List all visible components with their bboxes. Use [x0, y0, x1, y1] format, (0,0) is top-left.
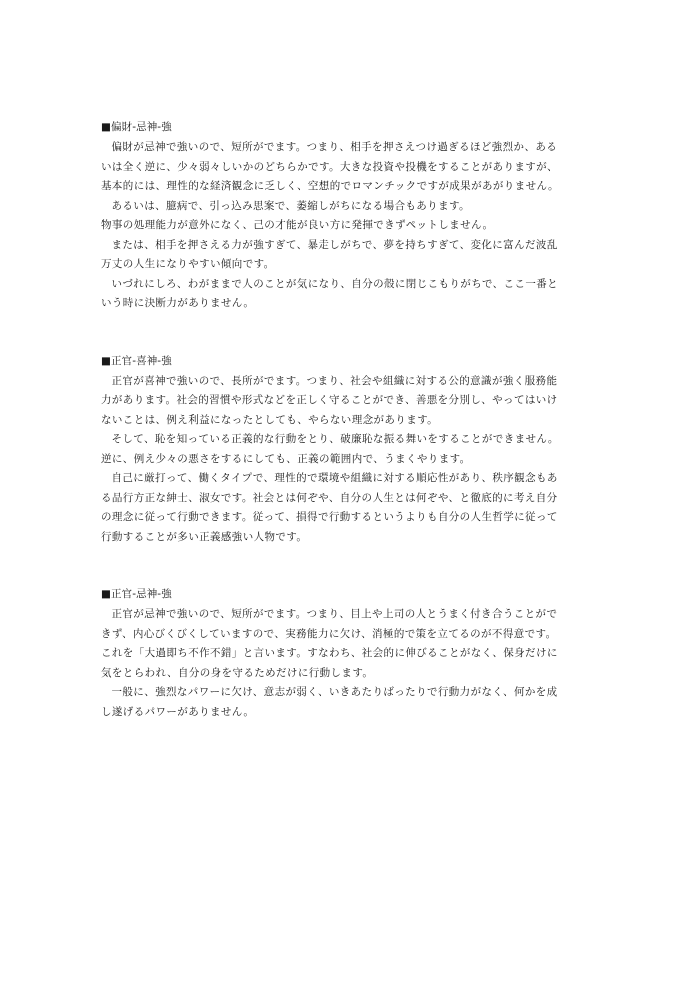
paragraph: 偏財が忌神で強いので、短所がでます。つまり、相手を押さえつけ過ぎるほど強烈か、あるいは全く逆に、少々弱々しいかのどちらかです。大きな投資や投機をすることがありますが、基本的には、理性的な経済観念に乏しく、空想的でロマンチックですが成果があがりません。: [101, 141, 559, 192]
section-heading: ■偏財-忌神-強: [101, 121, 172, 133]
paragraph: 正官が忌神で強いので、短所がでます。つまり、目上や上司の人とうまく付き合うことができず、内心びくびくしていますので、実務能力に欠け、消極的で策を立てるのが不得意です。これを「大過即ち不作不錯」と言います。すなわち、社会的に伸びることがなく、保身だけに気をとらわれ、自分の身を守るためだけに行動します。: [101, 608, 558, 679]
paragraph: いづれにしろ、わがままで人のことが気になり、自分の殻に閉じこもりがちで、ここ一番という時に決断力がありません。: [101, 277, 559, 309]
paragraph: 正官が喜神で強いので、長所がでます。つまり、社会や組織に対する公的意識が強く服務能力があります。社会的習慣や形式などを正しく守ることができ、善悪を分別し、やってはいけないことは、例え利益になったとしても、やらない理念があります。: [101, 374, 558, 426]
paragraph: 物事の処理能力が意外になく、己の才能が良い方に発揮できずペットしません。: [101, 219, 494, 231]
paragraph: 一般に、強烈なパワーに欠け、意志が弱く、いきあたりばったりで行動力がなく、何かを成し遂げるパワーがありません。: [101, 686, 558, 718]
section-henzai-kishin: [101, 118, 561, 314]
section-seikan-kishin-bad: [101, 585, 561, 722]
document-page: [101, 118, 561, 722]
paragraph: そして、恥を知っている正義的な行動をとり、破廉恥な振る舞いをすることができません。逆に、例え少々の悪さをするにしても、正義の範囲内で、うまくやります。: [101, 433, 559, 465]
paragraph: あるいは、臆病で、引っ込み思案で、萎縮しがちになる場合もあります。: [111, 199, 470, 212]
section-seikan-kishin-good: [101, 352, 561, 548]
paragraph: 自己に厳打って、働くタイプで、理性的で環境や組織に対する順応性があり、秩序観念もある品行方正な紳士、淑女です。社会とは何ぞや、自分の人生とは何ぞや、と徹底的に考え自分の理念に従って行動できます。従って、損得で行動するというよりも自分の人生哲学に従って行動することが多い正義感強い人物です。: [101, 472, 558, 543]
section-heading: ■正官-忌神-強: [101, 588, 172, 600]
section-heading: ■正官-喜神-強: [101, 354, 172, 367]
paragraph: または、相手を押さえる力が強すぎて、暴走しがちで、夢を持ちすぎて、変化に富んだ波乱万丈の人生になりやすい傾向です。: [101, 238, 558, 270]
